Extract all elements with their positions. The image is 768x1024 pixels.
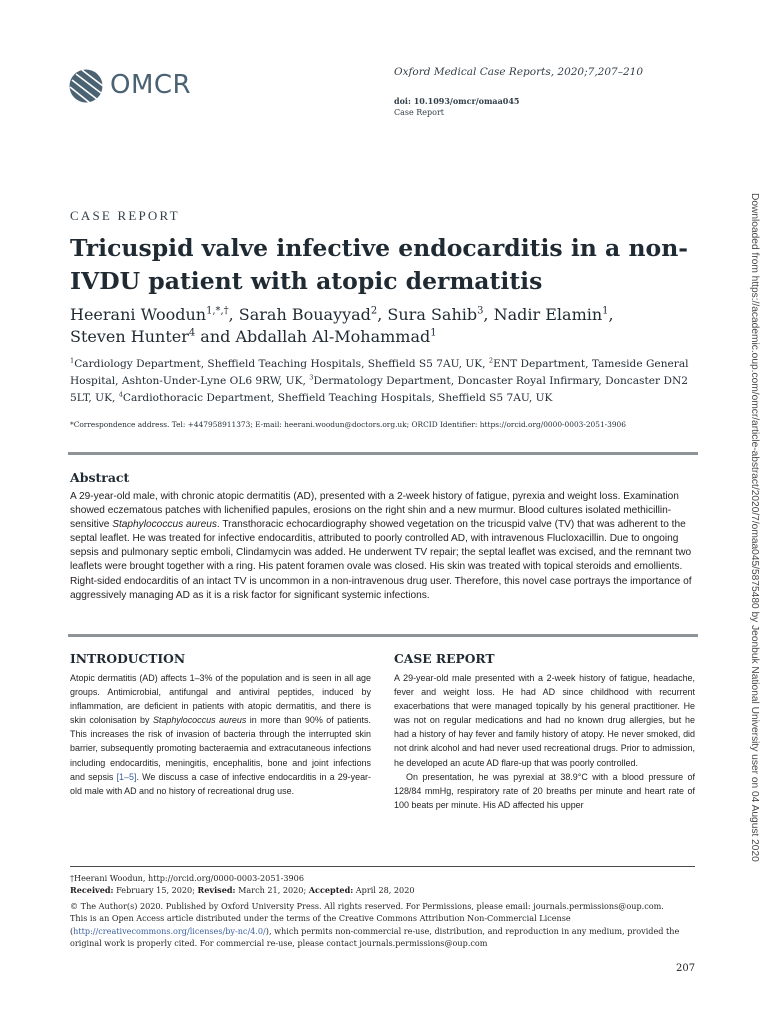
abstract-text-part: A 29-year-old male, with chronic atopic dermatitis (AD), presented with a 2-week history of fatigue, pyrexia and weight loss. Examination showed eczematous patches with lichenified papules, erosions on the right shin and a new murmur. Blood cultures isolated methicillin-sensitive (70, 491, 679, 531)
author-name[interactable]: Heerani Woodun (70, 305, 207, 324)
author-affil-sup: 1 (430, 327, 437, 339)
history-dates (70, 884, 700, 896)
affil-sup: 2 (488, 356, 494, 365)
affil-sup: 3 (309, 373, 314, 382)
text-run: . We discuss a case of infective endocarditis in a 29-year-old male with AD and no history of recreational drug use. (70, 771, 371, 796)
text-run: This is an Open Access article distributed under the terms of the Creative Commons Attribution Non-Commercial License ( (70, 913, 571, 936)
author-list (70, 304, 710, 348)
affiliation: Cardiothoracic Department, Sheffield Teaching Hospitals, Sheffield S5 7AU, UK (122, 392, 553, 404)
case-report-heading: CASE REPORT (394, 651, 495, 666)
revised-label: Revised: (197, 885, 236, 896)
footnotes-dates (70, 872, 700, 897)
copyright-note: © The Author(s) 2020. Published by Oxford University Press. All rights reserved. For Permissions, please email: journals.permissions@oup.com. (70, 901, 664, 911)
accepted-label: Accepted: (308, 885, 354, 896)
author-affil-sup: 4 (188, 327, 196, 339)
introduction-heading: INTRODUCTION (70, 651, 186, 666)
author-affil-sup: 3 (477, 305, 484, 317)
license-note (70, 912, 700, 949)
italic-run: Staphylococcus aureus (152, 715, 247, 726)
download-sidebar (748, 193, 762, 862)
article-title: Tricuspid valve infective endocarditis in a non-IVDU patient with atopic dermatitis (70, 234, 689, 295)
case-report-paragraph: On presentation, he was pyrexial at 38.9°C with a blood pressure of 128/84 mmHg, respiratory rate of 20 breaths per minute and heart rate of 100 beats per minute. His AD affected his upper (394, 771, 695, 810)
doi[interactable]: doi: 10.1093/omcr/omaa045 (394, 96, 520, 106)
footnote-rule (70, 866, 695, 867)
text-run: ), which permits non-commercial re-use, distribution, and reproduction in any medium, provided the original work is properly cited. For commercial re-use, please contact journals.permissions@oup.com (70, 925, 680, 948)
case-report-text (394, 671, 695, 812)
affil-sup: 4 (118, 390, 123, 399)
author-affil-sup: 2 (370, 305, 378, 317)
revised-date: March 21, 2020; (235, 885, 309, 896)
abstract-italic: Staphylococcus aureus (112, 519, 217, 531)
affiliation: Cardiology Department, Sheffield Teaching Hospitals, Sheffield S5 7AU, UK, (74, 358, 489, 370)
abstract-text (70, 490, 695, 603)
affiliation: ENT Department, Tameside General Hospital, Ashton-Under-Lyne OL6 9RW, UK, (70, 358, 689, 387)
download-notice: Downloaded from https://academic.oup.com/omcr/article-abstract/2020/7/omaa045/5875480 by Jeonbuk National University user on 04 August 2020 (749, 193, 760, 862)
author-name[interactable]: Nadir Elamin (493, 305, 603, 324)
section-kicker: CASE REPORT (70, 208, 180, 223)
author-name[interactable]: Sura Sahib (387, 305, 478, 324)
journal-logo (68, 68, 198, 104)
affil-sup: 1 (70, 356, 75, 365)
received-date: February 15, 2020; (113, 885, 198, 896)
abstract-top-rule (68, 452, 698, 455)
author-separator: , (483, 305, 494, 324)
author-affil-sup: 1 (602, 305, 609, 317)
accepted-date: April 28, 2020 (353, 885, 415, 896)
abstract-text-part: . Transthoracic echocardiography showed vegetation on the tricuspid valve (TV) that was adherent to the septal leaflet. He was treated for infective endocarditis, attributed to poorly controlled AD, with intravenous Flucloxacillin. Due to ongoing sepsis and pulmonary septic emboli, Clindamycin was added. He underwent TV repair; the septal leaflet was excised, and the remnant two leaflets were brought together with a ring. His patent foramen ovale was closed. His skin was treated with topical steroids and emollients. Right-sided endocarditis of an intact TV is uncommon in a non-intravenous drug user. Therefore, this novel case portrays the importance of aggressively managing AD as it is a risk factor for significant systemic infections. (70, 519, 692, 601)
article-type: Case Report (394, 108, 445, 117)
text-run: in more than 90% of patients. This increases the risk of invasion of bacteria through the interrupted skin barrier, subsequently promoting bacteraemia and extracutaneous infections including endocarditis, meningitis, encephalitis, bone and joint infections and sepsis (70, 715, 371, 782)
abstract-heading: Abstract (70, 470, 130, 485)
author-separator: , (608, 305, 614, 324)
text-run: Atopic dermatitis (AD) affects 1–3% of the population and is seen in all age groups. Antimicrobial, antifungal and antiviral peptides, induced by inflammation, are deficient in patients with atopic dermatitis, and there is skin colonisation by (70, 673, 371, 726)
case-report-paragraph: A 29-year-old male presented with a 2-week history of fatigue, headache, fever and weight loss. He had AD since childhood with recurrent exacerbations that were managed topically by his general practitioner. He was not on regular medications and had no known drug allergies, but he had a history of hay fever and family history of atopy. He never smoked, did not drink alcohol and had never used recreational drugs. Prior to admission, he developed an acute AD flare-up that was poorly controlled. (394, 673, 695, 768)
author-affil-sup: 1,*,† (206, 305, 229, 317)
page-number: 207 (676, 963, 696, 974)
author-separator: , (377, 305, 388, 324)
introduction-paragraph (70, 671, 371, 798)
affiliations (70, 356, 710, 407)
footnotes-license (70, 900, 700, 949)
correspondence: *Correspondence address. Tel: +447958911373; E-mail: heerani.woodun@doctors.org.uk; ORCID Identifier: https://orcid.org/0000-0003-2051-3906 (70, 420, 626, 429)
orcid-note: †Heerani Woodun, http://orcid.org/0000-0003-2051-3906 (70, 873, 304, 883)
affiliation: Dermatology Department, Doncaster Royal Infirmary, Doncaster DN2 5LT, UK, (70, 375, 688, 404)
logo-wordmark: OMCR (110, 70, 192, 100)
abstract-bottom-rule (68, 634, 698, 637)
journal-citation: Oxford Medical Case Reports, 2020;7,207–210 (394, 66, 644, 78)
omcr-logo-icon (68, 68, 104, 104)
author-name[interactable]: Abdallah Al-Mohammad (235, 327, 431, 346)
author-name[interactable]: Sarah Bouayyad (238, 305, 371, 324)
author-separator: and (195, 327, 236, 346)
introduction-text (70, 671, 371, 798)
received-label: Received: (70, 885, 114, 896)
citation-link[interactable]: [1–5] (116, 771, 137, 782)
license-link[interactable]: http://creativecommons.org/licenses/by-nc/4.0/ (73, 925, 266, 936)
author-name[interactable]: Steven Hunter (70, 327, 189, 346)
author-separator: , (228, 305, 239, 324)
